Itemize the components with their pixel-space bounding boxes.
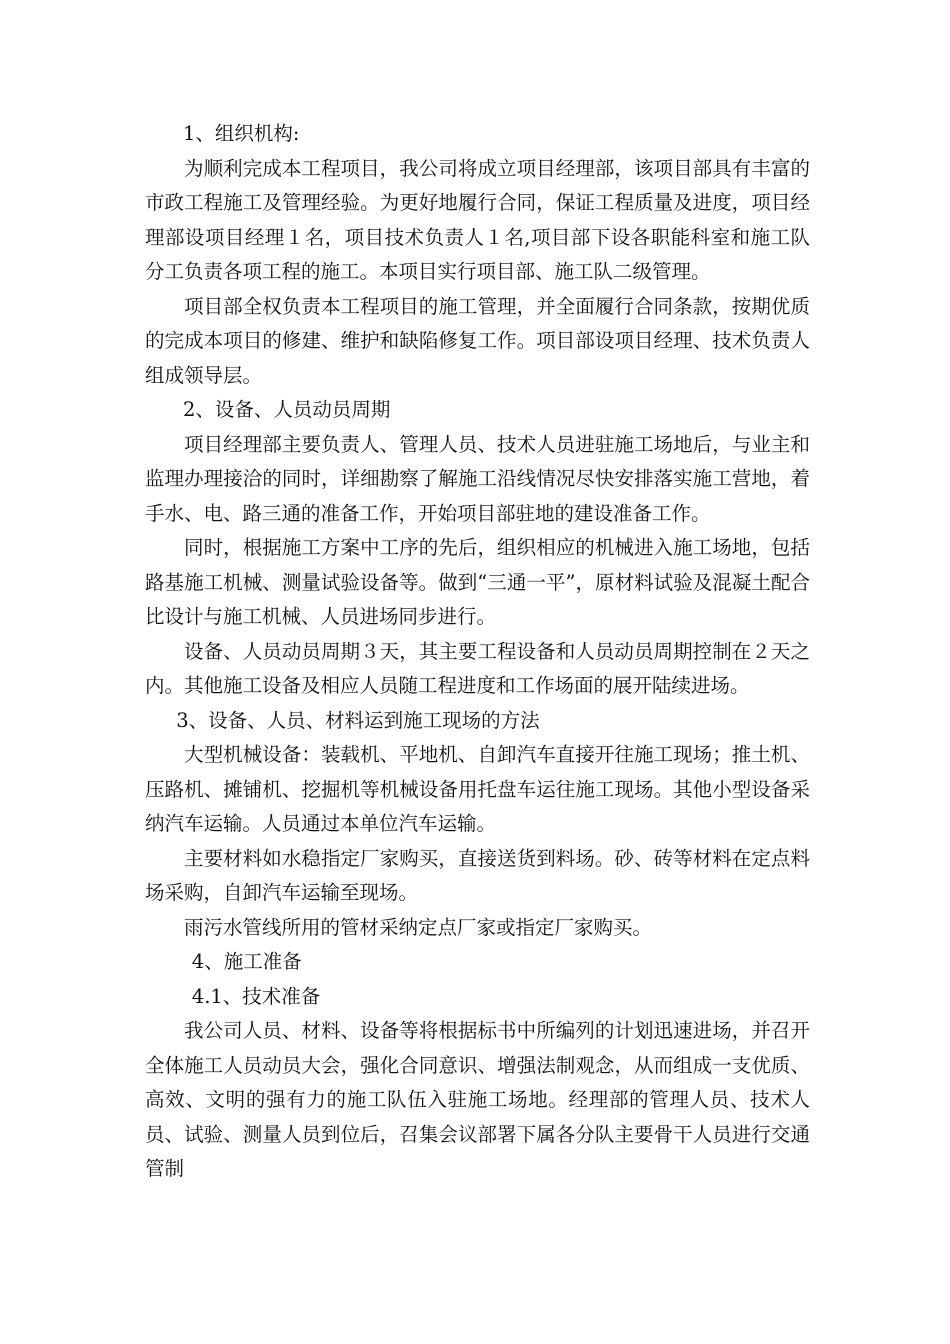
subsection-heading-technical-preparation: 4.1、技术准备 bbox=[191, 984, 321, 1008]
paragraph: 项目经理部主要负责人、管理人员、技术人员进驻施工场地后，与业主和监理办理接洽的同时，详细勘察了解施工沿线情况尽快安排落实施工营地，着手水、电、路三通的准备工作，开始项目部驻地的建设准备工作。 bbox=[145, 432, 810, 525]
paragraph: 我公司人员、材料、设备等将根据标书中所编列的计划迅速进场，并召开全体施工人员动员大会，强化合同意识、增强法制观念，从而组成一支优质、高效、文明的强有力的施工队伍入驻施工场地。经理部的管理人员、技术人员、试验、测量人员到位后，召集会议部署下属各分队主要骨干人员进行交通管制 bbox=[145, 1019, 810, 1180]
paragraph: 为顺利完成本工程项目，我公司将成立项目经理部，该项目部具有丰富的市政工程施工及管理经验。为更好地履行合同，保证工程质量及进度，项目经理部设项目经理１名，项目技术负责人１名,项目部下设各职能科室和施工队分工负责各项工程的施工。本项目实行项目部、施工队二级管理。 bbox=[145, 156, 810, 283]
section-heading-preparation: 4、施工准备 bbox=[191, 950, 302, 973]
section-heading-mobilization: 2、设备、人员动员周期 bbox=[183, 398, 391, 421]
paragraph: 雨污水管线所用的管材采纳定点厂家或指定厂家购买。 bbox=[184, 915, 653, 939]
paragraph: 项目部全权负责本工程项目的施工管理，并全面履行合同条款，按期优质的完成本项目的修建、维护和缺陷修复工作。项目部设项目经理、技术负责人组成领导层。 bbox=[145, 294, 810, 387]
document-body bbox=[145, 117, 810, 1187]
paragraph: 大型机械设备：装载机、平地机、自卸汽车直接开往施工现场；推土机、压路机、摊铺机、挖掘机等机械设备用托盘车运往施工现场。其他小型设备采纳汽车运输。人员通过本单位汽车运输。 bbox=[145, 743, 810, 835]
section-heading-organization: 1、组织机构: bbox=[183, 122, 300, 145]
paragraph: 主要材料如水稳指定厂家购买，直接送货到料场。砂、砖等材料在定点料场采购，自卸汽车运输至现场。 bbox=[145, 846, 810, 904]
section-heading-transport: 3、设备、人员、材料运到施工现场的方法 bbox=[176, 708, 540, 732]
paragraph: 同时，根据施工方案中工序的先后，组织相应的机械进入施工场地，包括路基施工机械、测量试验设备等。做到“三通一平”，原材料试验及混凝土配合比设计与施工机械、人员进场同步进行。 bbox=[145, 536, 810, 628]
paragraph: 设备、人员动员周期３天，其主要工程设备和人员动员周期控制在２天之内。其他施工设备及相应人员随工程进度和工作场面的展开陆续进场。 bbox=[145, 639, 810, 697]
